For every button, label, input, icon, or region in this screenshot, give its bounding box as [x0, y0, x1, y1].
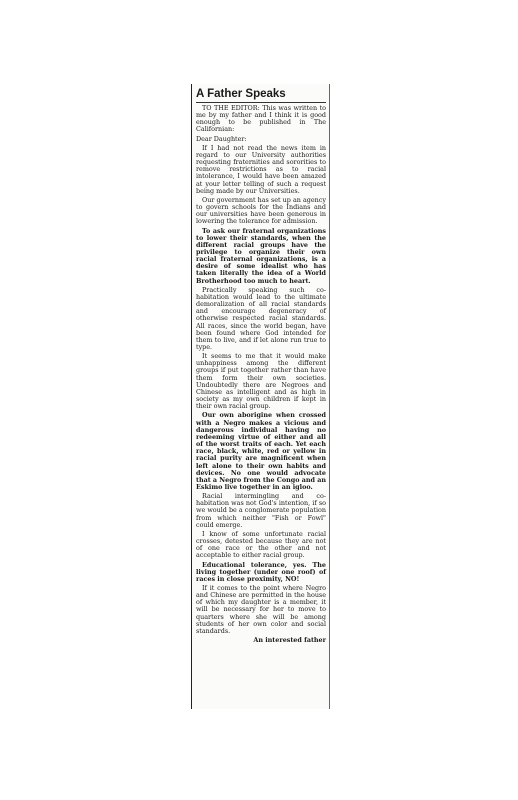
letter-paragraph: Our government has set up an agency to govern schools for the Indians and our universities have been generous in lowering the tolerance for admission.: [196, 195, 326, 226]
letter-paragraph: It seems to me that it would make unhappiness among the different groups if put together rather than have them form their own societies. Undoubtedly there are Negroes and Chinese as intelligent and as high in society as my own children if kept in their own racial group.: [196, 352, 326, 411]
letter-paragraph: Our own aborigine when crossed with a Negro makes a vicious and dangerous individual having no redeeming virtue of either and all of the worst traits of each. Yet each race, black, white, red or yellow in racial purity are magnificent when left alone to their own habits and devices. No one would advocate that a Negro from the Congo and an Eskimo live together in an igloo.: [196, 411, 326, 491]
letter-paragraph: Dear Daughter:: [196, 134, 247, 143]
letter-paragraph: I know of some unfortunate racial crosses, detested because they are not of one race or the other and not acceptable to either racial group.: [196, 529, 326, 560]
letter-paragraph: If it comes to the point where Negro and Chinese are permitted in the house of which my daughter is a member, it will be necessary for her to move to quarters where she will be among students of her own color and social standards.: [196, 584, 326, 635]
newspaper-clipping: [191, 84, 330, 709]
signature: An interested father: [253, 636, 326, 645]
letter-paragraph: Practically speaking such co-habitation would lead to the ultimate demoralization of all racial standards and encourage degeneracy of otherwise respected racial standards. All races, since the world began, have been found where God intended for them to live, and if let alone run true to type.: [196, 285, 326, 351]
letter-paragraph: TO THE EDITOR: This was written to me by my father and I think it is good enough to be published in The Californian:: [196, 104, 326, 134]
letter-paragraph: If I had not read the news item in regard to our University authorities requesting fraternities and sororities to remove restrictions as to racial intolerance, I would have been amazed at your letter telling of such a request being made by our Universities.: [196, 143, 326, 195]
letter-paragraph: Educational tolerance, yes. The living together (under one roof) of races in close proximity, NO!: [196, 560, 326, 583]
letter-paragraph: To ask our fraternal organizations to lower their standards, when the different racial groups have the privilege to organize their own racial fraternal organizations, is a desire of some idealist who has taken literally the idea of a World Brotherhood too much to heart.: [196, 226, 326, 285]
letter-paragraph: Racial intermingling and co-habitation was not God's intention, if so we would be a conglomerate population from which neither "Fish or Fowl" could emerge.: [196, 492, 326, 529]
headline: A Father Speaks: [196, 88, 326, 103]
letter-body: [196, 105, 326, 635]
